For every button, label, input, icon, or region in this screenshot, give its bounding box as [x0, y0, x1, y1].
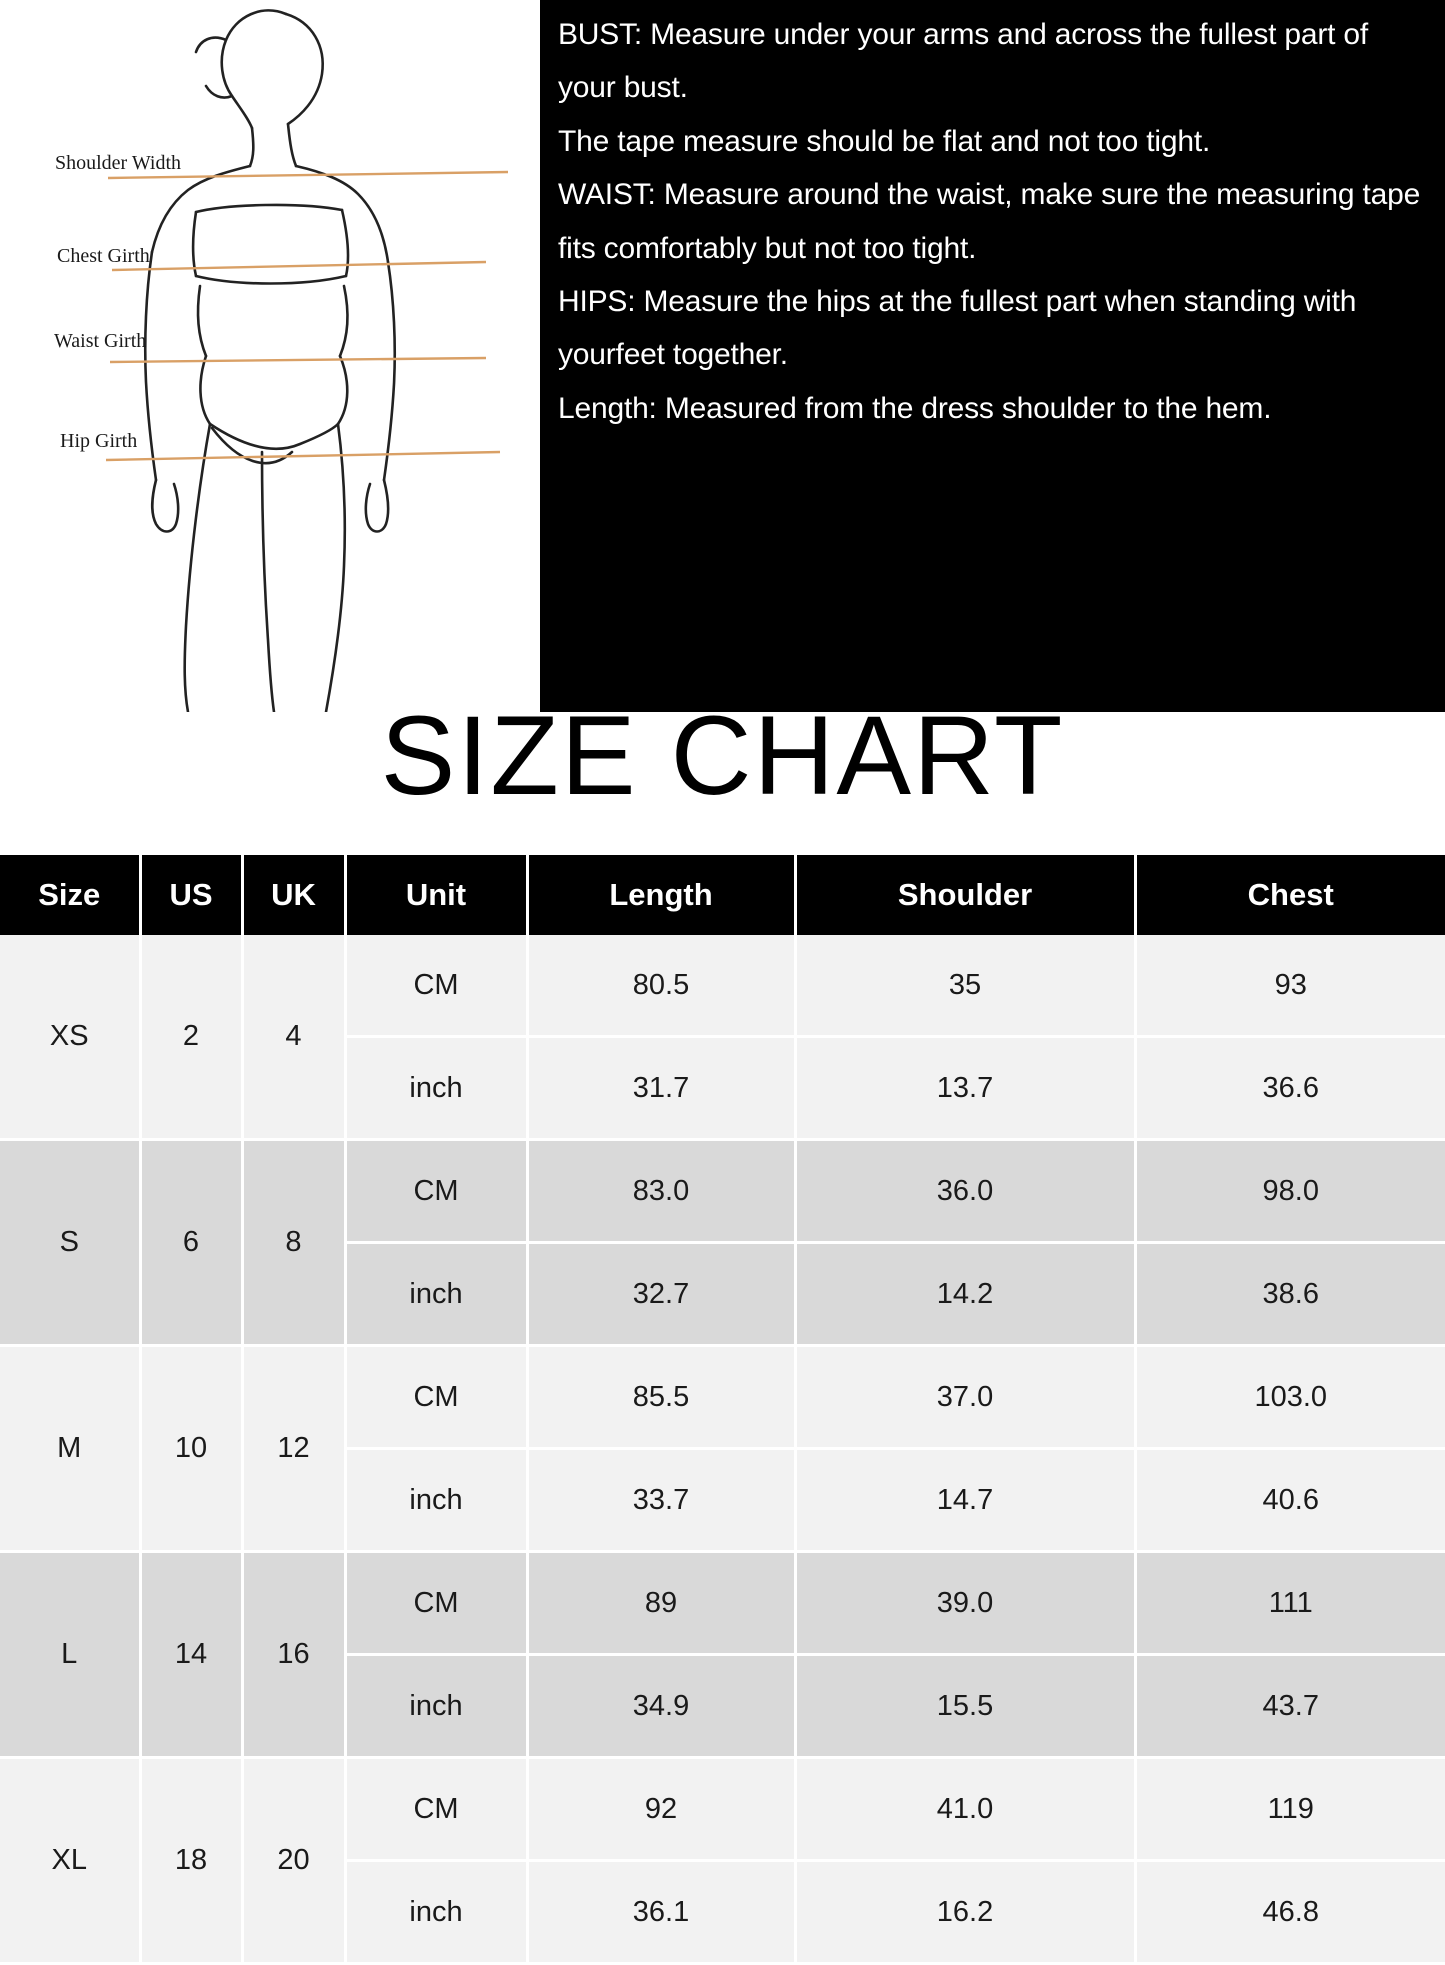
cell-chest: 38.6 [1135, 1243, 1445, 1346]
page-title: SIZE CHART [380, 693, 1065, 818]
cell-chest: 111 [1135, 1552, 1445, 1655]
label-hip-girth: Hip Girth [60, 430, 138, 452]
female-body-figure-icon [0, 0, 540, 712]
cell-length: 33.7 [527, 1449, 795, 1552]
table-header-row [0, 855, 1445, 935]
cell-size: XS [0, 935, 140, 1140]
instruction-waist: WAIST: Measure around the waist, make sure the measuring tape fits comfortably but not too tight. [558, 178, 1421, 265]
cell-size: M [0, 1346, 140, 1552]
cell-chest: 36.6 [1135, 1037, 1445, 1140]
cell-chest: 103.0 [1135, 1346, 1445, 1449]
cell-unit: inch [345, 1037, 527, 1140]
instruction-bust: BUST: Measure under your arms and across the fullest part of your bust. [558, 18, 1369, 105]
header-shoulder: Shoulder [795, 855, 1135, 935]
instruction-hips: HIPS: Measure the hips at the fullest part when standing with yourfeet together. [558, 284, 1357, 372]
header-section [0, 0, 1445, 712]
size-chart-table-wrap [0, 855, 1445, 1965]
cell-length: 34.9 [527, 1655, 795, 1758]
cell-uk: 16 [242, 1552, 345, 1758]
cell-length: 36.1 [527, 1861, 795, 1964]
cell-shoulder: 13.7 [795, 1037, 1135, 1140]
measurement-instructions [540, 0, 1445, 712]
cell-shoulder: 35 [795, 935, 1135, 1037]
cell-chest: 43.7 [1135, 1655, 1445, 1758]
cell-size: S [0, 1140, 140, 1346]
cell-shoulder: 15.5 [795, 1655, 1135, 1758]
instruction-length: Length: Measured from the dress shoulder to the hem. [558, 391, 1272, 425]
size-chart-table [0, 855, 1445, 1965]
cell-unit: CM [345, 1140, 527, 1243]
cell-uk: 12 [242, 1346, 345, 1552]
cell-shoulder: 37.0 [795, 1346, 1135, 1449]
cell-length: 80.5 [527, 935, 795, 1037]
guide-line-waist [110, 358, 486, 362]
cell-shoulder: 36.0 [795, 1140, 1135, 1243]
cell-uk: 4 [242, 935, 345, 1140]
label-waist-girth: Waist Girth [54, 330, 147, 352]
cell-unit: inch [345, 1655, 527, 1758]
cell-length: 31.7 [527, 1037, 795, 1140]
guide-line-hip [106, 452, 500, 460]
cell-length: 89 [527, 1552, 795, 1655]
header-chest: Chest [1135, 855, 1445, 935]
table-row [0, 1758, 1445, 1861]
cell-length: 32.7 [527, 1243, 795, 1346]
cell-chest: 40.6 [1135, 1449, 1445, 1552]
table-row [0, 1140, 1445, 1243]
cell-chest: 119 [1135, 1758, 1445, 1861]
table-row [0, 935, 1445, 1037]
cell-length: 85.5 [527, 1346, 795, 1449]
cell-us: 18 [140, 1758, 242, 1964]
header-length: Length [527, 855, 795, 935]
label-chest-girth: Chest Girth [57, 245, 150, 267]
page-title-wrap [0, 693, 1445, 818]
table-row [0, 1552, 1445, 1655]
cell-uk: 8 [242, 1140, 345, 1346]
cell-shoulder: 41.0 [795, 1758, 1135, 1861]
cell-unit: CM [345, 935, 527, 1037]
cell-size: XL [0, 1758, 140, 1964]
label-shoulder-width: Shoulder Width [55, 152, 182, 174]
header-uk: UK [242, 855, 345, 935]
cell-size: L [0, 1552, 140, 1758]
cell-shoulder: 14.2 [795, 1243, 1135, 1346]
cell-uk: 20 [242, 1758, 345, 1964]
cell-us: 10 [140, 1346, 242, 1552]
cell-chest: 93 [1135, 935, 1445, 1037]
cell-chest: 46.8 [1135, 1861, 1445, 1964]
cell-unit: CM [345, 1346, 527, 1449]
cell-us: 6 [140, 1140, 242, 1346]
cell-chest: 98.0 [1135, 1140, 1445, 1243]
cell-unit: CM [345, 1758, 527, 1861]
instruction-tape: The tape measure should be flat and not too tight. [558, 124, 1211, 158]
guide-line-chest [112, 262, 486, 270]
cell-us: 2 [140, 935, 242, 1140]
cell-shoulder: 16.2 [795, 1861, 1135, 1964]
cell-length: 83.0 [527, 1140, 795, 1243]
header-us: US [140, 855, 242, 935]
header-unit: Unit [345, 855, 527, 935]
cell-us: 14 [140, 1552, 242, 1758]
cell-shoulder: 39.0 [795, 1552, 1135, 1655]
cell-unit: CM [345, 1552, 527, 1655]
cell-unit: inch [345, 1449, 527, 1552]
cell-shoulder: 14.7 [795, 1449, 1135, 1552]
cell-length: 92 [527, 1758, 795, 1861]
measurement-figure-panel [0, 0, 540, 712]
table-row [0, 1346, 1445, 1449]
cell-unit: inch [345, 1243, 527, 1346]
cell-unit: inch [345, 1861, 527, 1964]
header-size: Size [0, 855, 140, 935]
